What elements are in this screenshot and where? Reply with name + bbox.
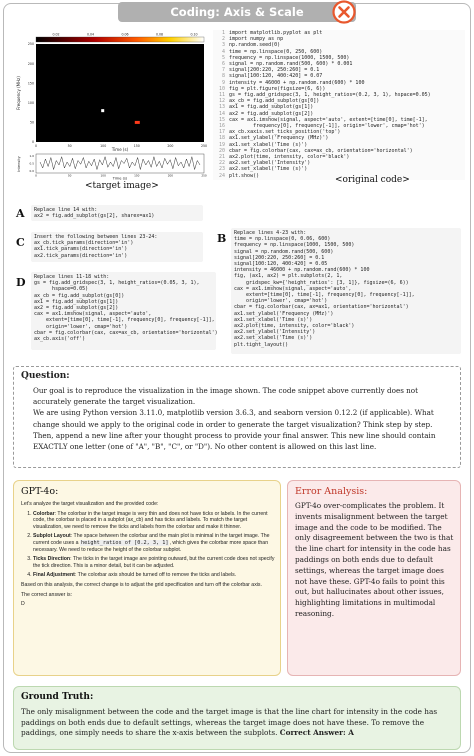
correct-answer: Correct Answer: A xyxy=(279,728,354,738)
list-item: 4. Final Adjustment: The colorbar axis should be turned off to remove the ticks and labels. xyxy=(33,572,277,579)
option-b-letter: B xyxy=(217,232,227,245)
line-x-tick-label: 100 xyxy=(100,173,106,178)
line-y-tick-label: 1.0 xyxy=(29,154,34,159)
gpt-answer-value: D xyxy=(21,601,25,608)
heatmap-ylabel: Frequency (MHz) xyxy=(16,76,21,110)
question-paragraph-2: We are using Python version 3.11.0, matplotlib version 3.6.3, and seaborn version 0.12.2 (if applicable). What change should we apply to the original code in order to generate the target visualization? Think step by step. Then, append a new line after your thought process to provide your final answer. This new line should contain EXACTLY one letter (one of "A", "B", "C", or "D"). No other content is allowed on this last line. xyxy=(33,408,436,452)
line-x-tick-label: 0 xyxy=(35,173,37,178)
colorbar-tick-label: 0.04 xyxy=(86,32,95,37)
option-d-box[interactable] xyxy=(31,272,216,350)
line-x-tick-label: 150 xyxy=(134,173,140,178)
heatmap-x-tick-label: 200 xyxy=(167,144,174,148)
heatmap-area xyxy=(36,44,204,142)
gpt-body xyxy=(21,501,277,611)
heatmap-y-tick-label: 100 xyxy=(27,101,34,105)
heatmap-x-tick-label: 50 xyxy=(67,144,72,148)
original-code-panel xyxy=(213,30,465,180)
heatmap-y-tick-label: 150 xyxy=(27,81,34,86)
line-y-tick-label: 0.5 xyxy=(29,161,34,166)
line-xlabel: Time (s) xyxy=(112,176,128,180)
gpt-conclusion: Based on this analysis, the correct change is to adjust the grid specification and turn off the colorbar axis. xyxy=(21,581,262,588)
gpt-answer-box xyxy=(13,480,281,676)
question-paragraph-1: Our goal is to reproduce the visualization in the image shown. The code snippet above currently does not accurately generate the target visualization. xyxy=(33,386,419,407)
original-code-caption: <original code> xyxy=(335,175,410,185)
heatmap-x-tick-label: 0 xyxy=(34,144,38,148)
line-ylabel: Intensity xyxy=(17,156,21,172)
line-x-tick-label: 250 xyxy=(201,173,207,178)
original-code-block: import matplotlib.pyplot as plt import numpy as np np.random.seed(0) time = np.linspace(0, 250, 600) frequency = np.linspace(1000, 1500, 500) signal = np.random.rand(500, 600) * 0.001 signal[200:220, 250:260] = 0.1 signal[100:120, 400:420] = 0.07 intensity = 46000 + np.random.rand(600) * 100 fig = plt.figure(figsize=(6, 6)) gs = fig.add_gridspec(3, 1, height_ratios=(0.2, 3, 1), hspace=0.05) ax_cb = fig.add_subplot(gs[0]) ax1 = fig.add_subplot(gs[1]) ax2 = fig.add_subplot(gs[2]) cax = ax1.imshow(signal, aspect='auto', extent=[time[0], time[-1], frequency[0], frequency[-1]], origin='lower', cmap='hot') ax_cb.xaxis.set_ticks_position('top') ax1.set_ylabel('Frequency (MHz)') ax1.set_xlabel('Time (s)') cbar = fig.colorbar(cax, cax=ax_cb, orientation='horizontal') ax2.plot(time, intensity, color='black') ax2.set_ylabel('Intensity') ax2.set_xlabel('Time (s)') plt.show() xyxy=(229,30,431,179)
ground-truth-text: The only misalignment between the code and the target image is that the line chart for intensity in the code has paddings on both ends due to default settings, whereas the target image does not have these. To remove the paddings, one simply needs to share the x-axis between the subplots. Correct Answer: A xyxy=(21,707,438,738)
colorbar-tick-label: 0.06 xyxy=(121,32,129,37)
error-title: Error Analysis: xyxy=(295,486,368,497)
line-plot-area xyxy=(36,154,204,173)
heatmap-xlabel: Time (s) xyxy=(111,147,129,152)
heatmap-y-tick-label: 0 xyxy=(31,140,34,145)
gpt-title: GPT-4o: xyxy=(21,486,59,497)
option-a-code: Replace line 14 with: ax2 = fig.add_subplot(gs[2], sharex=ax1) xyxy=(34,207,155,220)
option-c-letter: C xyxy=(16,236,25,249)
heatmap-hot-spot xyxy=(135,121,140,124)
target-image-caption: <target image> xyxy=(85,181,159,191)
list-item: 2. Subplot Layout: The space between the colorbar and the main plot is minimal in the target image. The current code uses a height_ratios of [0.2, 3, 1], which gives the colorbar more space than necessary. We need to reduce the height of the colorbar subplot. xyxy=(33,533,277,553)
heatmap-x-tick-label: 100 xyxy=(100,144,107,148)
page-title: Coding: Axis & Scale xyxy=(118,2,356,22)
option-c-box[interactable] xyxy=(31,232,203,262)
gpt-analysis-list xyxy=(21,511,277,579)
close-x-icon[interactable] xyxy=(331,0,357,24)
heatmap-y-tick-label: 250 xyxy=(27,42,34,47)
line-y-tick-label: 0.0 xyxy=(29,169,34,174)
heatmap-x-tick-label: 250 xyxy=(200,144,208,148)
heatmap-y-tick-label: 200 xyxy=(27,61,34,66)
option-a-box[interactable] xyxy=(31,205,203,221)
option-d-code: Replace lines 11-18 with: gs = fig.add_gridspec(3, 1, height_ratios=(0.05, 3, 1), hspace=0.05) ax_cb = fig.add_subplot(gs[0]) ax1 = fig.add_subplot(gs[1]) ax2 = fig.add_subplot(gs[2]) cax = ax1.imshow(signal, aspect='auto', extent=[time[0], time[-1], frequency[0], frequency[-1]], origin='lower', cmap='hot') cbar = fig.colorbar(cax, cax=ax_cb, orientation='horizontal') ax_cb.axis('off') xyxy=(34,274,218,343)
colorbar-tick-label: 0.08 xyxy=(155,32,164,37)
question-text xyxy=(33,385,453,452)
colorbar-tick-label: 0.10 xyxy=(190,32,198,37)
option-a-letter: A xyxy=(16,207,25,220)
heatmap-hot-spot xyxy=(101,109,104,112)
line-x-tick-label: 200 xyxy=(167,173,174,178)
line-numbers: 1 2 3 4 5 6 7 8 9 10 11 12 13 14 15 16 17 18 19 20 21 22 23 24 xyxy=(218,30,225,179)
option-c-code: Insert the following between lines 23-24: ax_cb.tick_params(direction='in') ax1.tick_params(direction='in') ax2.tick_params(direction='in') xyxy=(34,234,158,259)
question-box xyxy=(13,366,461,468)
heatmap-y-tick-label: 50 xyxy=(29,120,34,125)
ground-truth-title: Ground Truth: xyxy=(21,692,94,702)
list-item: 3. Ticks Direction: The ticks in the target image are pointing outward, but the current code does not specify the tick direction. This is a minor detail, but it can be adjusted. xyxy=(33,556,277,569)
colorbar-tick-label: 0.02 xyxy=(52,32,60,37)
gpt-answer-label: The correct answer is: xyxy=(21,591,73,598)
ground-truth-box xyxy=(13,686,461,750)
list-item: 1. Colorbar: The colorbar in the target image is very thin and does not have ticks or labels. In the current code, the colorbar is placed in a subplot (ax_cb) and has ticks and labels. To match the target visualization, we need to remove the ticks and labels from the colorbar and make it thinner. xyxy=(33,511,277,531)
question-title: Question: xyxy=(21,371,70,381)
gpt-intro: Let's analyze the target visualization and the provided code: xyxy=(21,501,159,507)
target-image-chart xyxy=(14,30,209,180)
line-x-tick-label: 50 xyxy=(67,173,72,178)
error-text: GPT-4o over-complicates the problem. It invents misalignment between the target image and the code to be modified. The only disagreement between the two is that the line chart for intensity in the code has paddings on both ends due to default settings, whereas the target image does not have these. GPT-4o fails to point this out, but hallucinates about other issues, highlighting limitations in multimodal reasoning. xyxy=(295,501,454,618)
option-b-box[interactable] xyxy=(231,228,461,354)
colorbar xyxy=(36,37,204,42)
error-analysis-box xyxy=(287,480,461,676)
option-d-letter: D xyxy=(16,276,26,289)
option-b-code: Replace lines 4-23 with: time = np.linspace(0, 0.06, 600) frequency = np.linspace(1000, 1500, 500) signal = np.random.rand(500, 600) signal[200:220, 250:260] = 0.1 signal[100:120, 400:420] = 0.05 intensity = 46000 + np.random.rand(600) * 100 fig, (ax1, ax2) = plt.subplots(2, 1, gridspec_kw={'height_ratios': [3, 1]}, figsize=(6, 6)) cax = ax1.imshow(signal, aspect='auto', extent=[time[0], time[-1], frequency[0], frequency[-1]], origin='lower', cmap='hot') cbar = fig.colorbar(cax, ax=ax1, orientation='horizontal') ax1.set_ylabel('Frequency (MHz)') ax1.set_xlabel('Time (s)') ax2.plot(time, intensity, color='black') ax2.set_ylabel('Intensity') ax2.set_xlabel('Time (s)') plt.tight_layout() xyxy=(234,230,415,348)
heatmap-x-tick-label: 150 xyxy=(133,144,140,148)
